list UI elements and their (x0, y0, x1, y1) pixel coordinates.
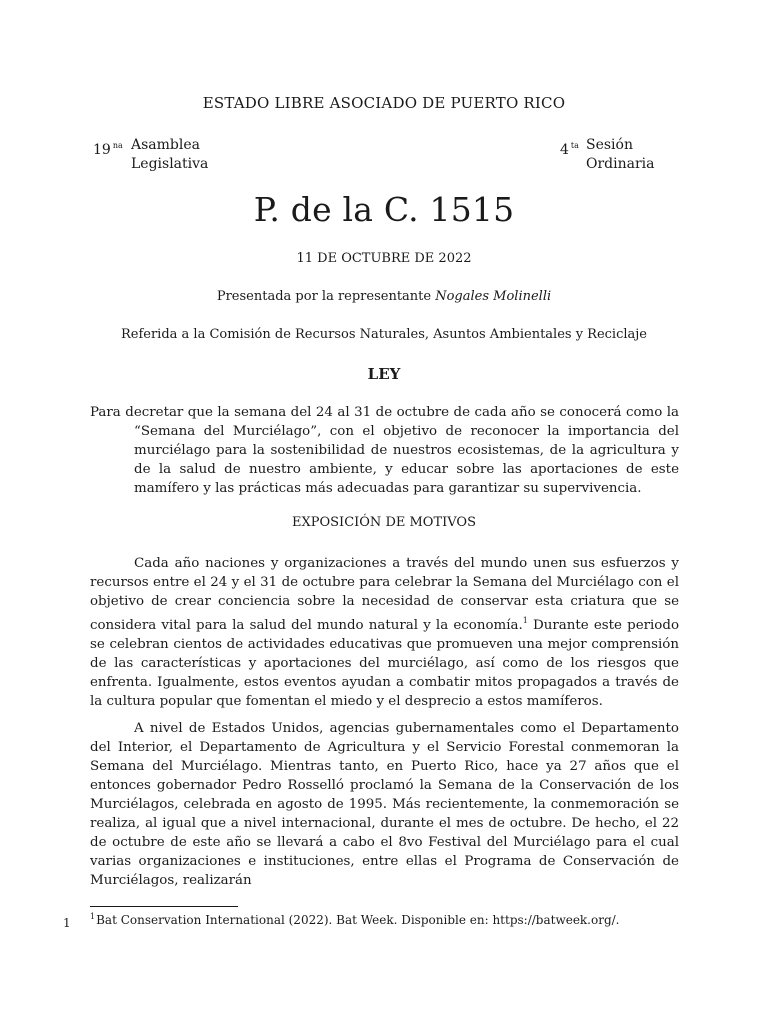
referral-line: Referida a la Comisión de Recursos Naturales, Asuntos Ambientales y Reciclaje (120, 327, 648, 342)
footnote (90, 912, 690, 927)
bill-number: P. de la C. 1515 (253, 190, 515, 229)
assembly-block (93, 136, 208, 174)
footnote-marker: 1 (90, 912, 96, 921)
session-block (560, 136, 655, 174)
motivos-heading: EXPOSICIÓN DE MOTIVOS (292, 515, 476, 530)
assembly-line-2: Legislativa (131, 156, 209, 172)
session-line-2: Ordinaria (586, 156, 655, 172)
footnote-text: Bat Conservation International (2022). Bat Week. Disponible en: https://batweek.org/. (96, 913, 620, 927)
motivos-paragraph-1: Cada año naciones y organizaciones a través del mundo unen sus esfuerzos y recursos entre el 24 y el 31 de octubre para celebrar la Semana del Murciélago con el objetivo de crear conciencia sobre la necesidad de conservar esta criatura que se considera vital para la salud del mundo natural y la economía.$^1$ Durante este periodo se celebran cientos de actividades educativas que promueven una mejor comprensión de las características y aportaciones del murciélago, así como de los riesgos que enfrenta. Igualmente, estos eventos ayudan a combatir mitos propagados a través de la cultura popular que fomentan el miedo y el desprecio a estos mamíferos. (90, 556, 680, 709)
motivos-paragraph-2: A nivel de Estados Unidos, agencias gubernamentales como el Departamento del Interior, el Departamento de Agricultura y el Servicio Forestal conmemoran la Semana del Murciélago. Mientras tanto, en Puerto Rico, hace ya 27 años que el entonces gobernador Pedro Rosselló proclamó la Semana de la Conservación de los Murciélagos, celebrada en agosto de 1995. Más recientemente, la conmemoración se realiza, al igual que a nivel internacional, durante el mes de octubre. De hecho, el 22 de octubre de este año se llevará a cabo el 8vo Festival del Murciélago para el cual varias organizaciones e instituciones, entre ellas el Programa de Conservación de Murciélagos, realizarán (90, 721, 679, 888)
representative-name: Nogales Molinelli (435, 289, 552, 304)
session-words (586, 136, 655, 174)
session-line-1: Sesión (586, 137, 633, 153)
bill-summary: Para decretar que la semana del 24 al 31 de octubre de cada año se conocerá como la “Semana del Murciélago”, con el objetivo de reconocer la importancia del murciélago para la sostenibilidad de nuestros ecosistemas, de la agricultura y de la salud de nuestro ambiente, y educar sobre las aportaciones de este mamífero y las prácticas más adecuadas para garantizar su supervivencia. (90, 405, 679, 496)
assembly-number: 19 $^{na}$ (93, 141, 123, 158)
assembly-number-suffix: na (112, 141, 123, 150)
state-heading: ESTADO LIBRE ASOCIADO DE PUERTO RICO (202, 94, 566, 112)
assembly-words (131, 136, 208, 174)
document-type: LEY (367, 365, 401, 383)
presented-by (0, 289, 768, 304)
assembly-line-1: Asamblea (131, 137, 200, 153)
footnote-divider (90, 906, 238, 907)
footnote-reference[interactable]: 1 (522, 616, 528, 625)
session-number: 4 $^{ta}$ (560, 141, 579, 158)
bill-date: 11 DE OCTUBRE DE 2022 (296, 251, 472, 266)
presented-prefix: Presentada por la representante (216, 289, 432, 304)
session-number-suffix: ta (570, 141, 579, 150)
line-number: 1 (63, 916, 71, 930)
